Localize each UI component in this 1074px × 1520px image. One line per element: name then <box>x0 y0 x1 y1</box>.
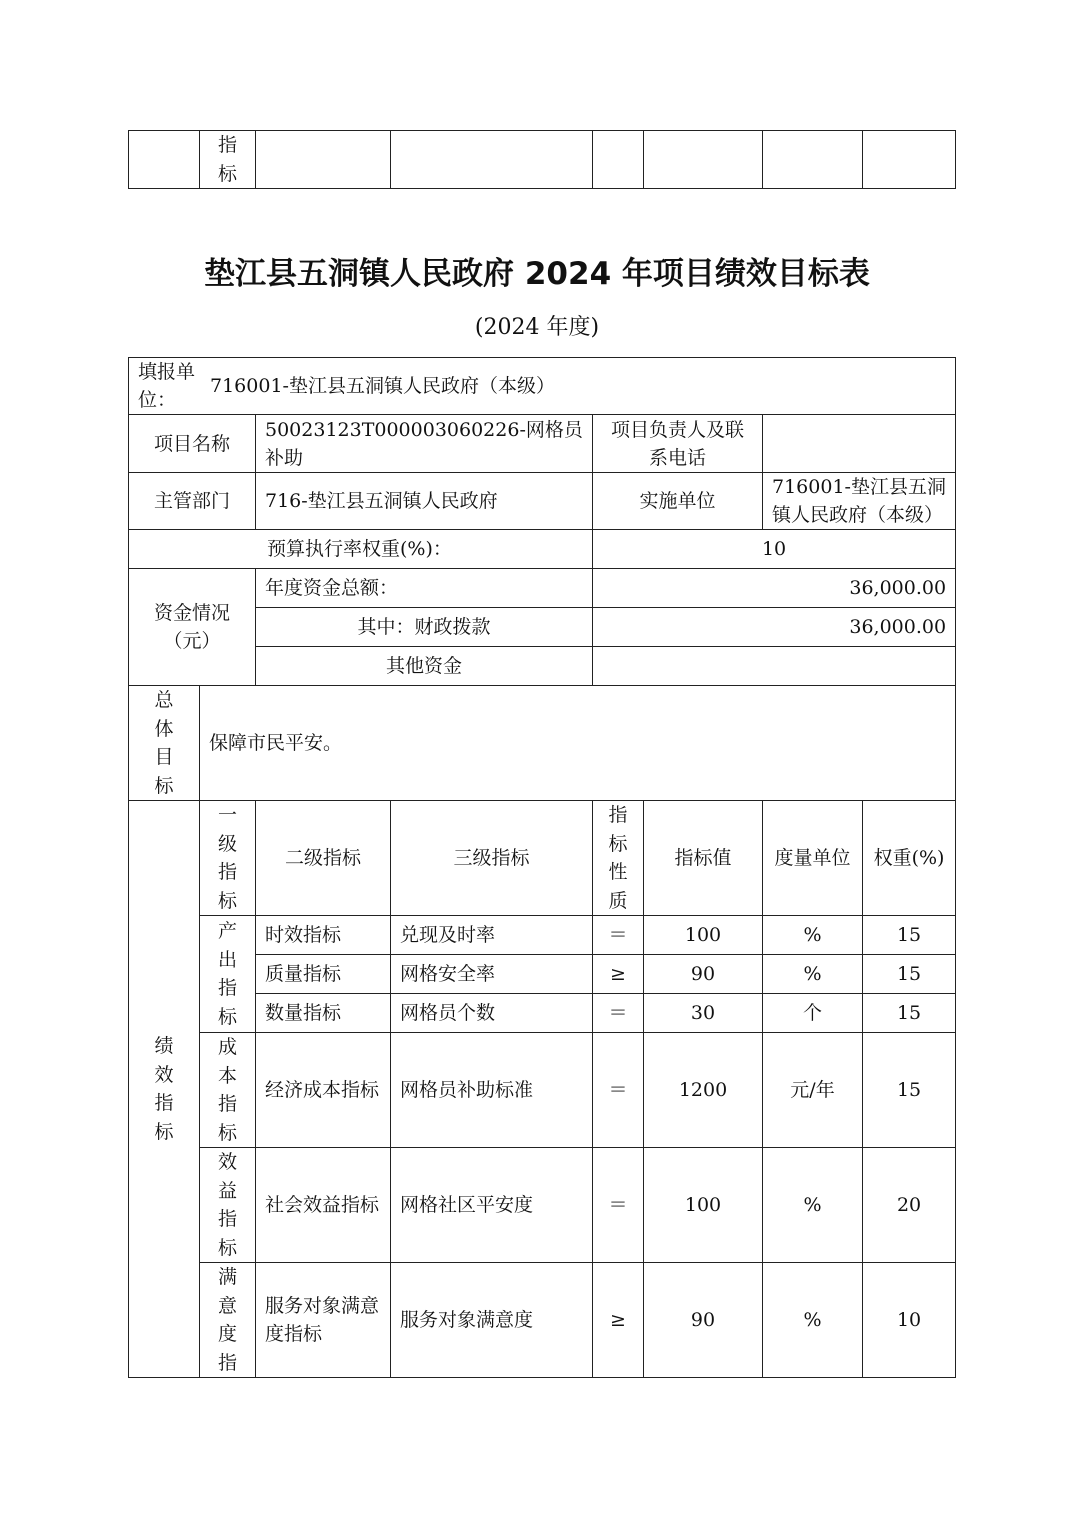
char: 目 <box>154 746 174 768</box>
performance-target-table <box>128 357 956 1378</box>
funds-fiscal-value: 36,000.00 <box>593 608 956 647</box>
header-weight: 权重(%) <box>863 801 956 916</box>
weight-cell: 15 <box>863 955 956 994</box>
funds-other-value <box>593 647 956 686</box>
nature-cell: ＝ <box>593 916 644 955</box>
char: 成 <box>217 1036 237 1058</box>
page-subtitle: (2024 年度) <box>474 315 600 340</box>
level1-satisfaction <box>200 1263 256 1378</box>
unit-cell: 元/年 <box>763 1033 863 1148</box>
value-cell: 90 <box>644 1263 763 1378</box>
weight-cell: 10 <box>863 1263 956 1378</box>
header-level3: 三级指标 <box>391 801 593 916</box>
level3-cell: 兑现及时率 <box>391 916 593 955</box>
leader-label: 项目负责人及联系电话 <box>593 415 763 473</box>
value-cell: 90 <box>644 955 763 994</box>
value-cell: 100 <box>644 916 763 955</box>
char: 指 <box>217 1093 237 1115</box>
char: 总 <box>154 689 174 711</box>
char: 本 <box>217 1064 237 1087</box>
unit-value: 716001-垫江县五洞镇人民政府（本级） <box>210 375 555 397</box>
nature-cell: ≥ <box>593 1263 644 1378</box>
table-row <box>129 1033 956 1148</box>
dept-label: 主管部门 <box>129 473 256 530</box>
char: 效 <box>217 1151 237 1173</box>
char: 标 <box>608 832 628 855</box>
level2-cell: 质量指标 <box>256 955 391 994</box>
char: 体 <box>154 717 174 740</box>
nature-cell: ＝ <box>593 1148 644 1263</box>
level2-cell: 时效指标 <box>256 916 391 955</box>
funds-other-label: 其他资金 <box>256 647 593 686</box>
char: 满 <box>217 1266 237 1288</box>
level2-cell: 数量指标 <box>256 994 391 1033</box>
weight-cell: 15 <box>863 994 956 1033</box>
project-name-value: 50023123T000003060226-网格员补助 <box>256 415 593 473</box>
char: 指 <box>217 977 237 999</box>
fragment-cell <box>129 131 200 189</box>
unit-label: 填报单位： <box>138 361 196 411</box>
char: 效 <box>154 1063 174 1086</box>
level1-output <box>200 916 256 1033</box>
funds-label: 资金情况（元） <box>129 569 256 686</box>
fragment-cell <box>763 131 863 189</box>
char: 出 <box>217 948 237 971</box>
table-row <box>129 1148 956 1263</box>
performance-indicator-label <box>129 801 200 1378</box>
char: 指 <box>217 1351 237 1374</box>
funds-total-label: 年度资金总额： <box>256 569 593 608</box>
level3-cell: 网格员补助标准 <box>391 1033 593 1148</box>
budget-rate-label: 预算执行率权重(%)： <box>129 530 593 569</box>
impl-unit-label: 实施单位 <box>593 473 763 530</box>
header-value: 指标值 <box>644 801 763 916</box>
nature-cell: ＝ <box>593 994 644 1033</box>
header-nature <box>593 801 644 916</box>
char: 产 <box>217 920 237 942</box>
header-level1 <box>200 801 256 916</box>
unit-row <box>129 358 956 415</box>
char: 意 <box>217 1294 237 1317</box>
level3-cell: 网格安全率 <box>391 955 593 994</box>
char: 标 <box>154 1120 174 1143</box>
fragment-cell <box>593 131 644 189</box>
char: 一 <box>217 804 237 826</box>
unit-cell: % <box>763 1148 863 1263</box>
level2-cell: 社会效益指标 <box>256 1148 391 1263</box>
unit-cell: % <box>763 955 863 994</box>
funds-total-value: 36,000.00 <box>593 569 956 608</box>
level1-benefit <box>200 1148 256 1263</box>
fragment-cell <box>391 131 593 189</box>
impl-unit-value: 716001-垫江县五洞镇人民政府（本级） <box>763 473 956 530</box>
char: 指 <box>217 861 237 883</box>
dept-value: 716-垫江县五洞镇人民政府 <box>256 473 593 530</box>
char: 益 <box>217 1179 237 1202</box>
overall-goal-label <box>129 686 200 801</box>
level2-cell: 经济成本指标 <box>256 1033 391 1148</box>
char: 标 <box>217 1005 237 1028</box>
unit-cell: % <box>763 1263 863 1378</box>
level3-cell: 服务对象满意度 <box>391 1263 593 1378</box>
char: 性 <box>608 861 628 883</box>
unit-cell: % <box>763 916 863 955</box>
value-cell: 30 <box>644 994 763 1033</box>
funds-fiscal-label: 其中：财政拨款 <box>256 608 593 647</box>
fragment-cell <box>644 131 763 189</box>
overall-goal-value: 保障市民平安。 <box>200 686 956 801</box>
fragment-cell <box>256 131 391 189</box>
weight-cell: 20 <box>863 1148 956 1263</box>
char: 标 <box>217 162 237 185</box>
char: 标 <box>217 889 237 912</box>
header-unit: 度量单位 <box>763 801 863 916</box>
char: 级 <box>217 832 237 855</box>
nature-cell: ≥ <box>593 955 644 994</box>
leader-value <box>763 415 956 473</box>
char: 度 <box>217 1323 237 1345</box>
char: 标 <box>217 1236 237 1259</box>
char: 绩 <box>154 1035 174 1057</box>
table-row <box>129 916 956 955</box>
char: 质 <box>608 889 628 912</box>
char: 指 <box>217 134 237 156</box>
fragment-cell <box>863 131 956 189</box>
char: 标 <box>154 774 174 797</box>
char: 指 <box>217 1208 237 1230</box>
page-title: 垫江县五洞镇人民政府 2024 年项目绩效目标表 <box>204 256 870 292</box>
value-cell: 100 <box>644 1148 763 1263</box>
header-level2: 二级指标 <box>256 801 391 916</box>
previous-table-fragment <box>128 130 956 189</box>
weight-cell: 15 <box>863 916 956 955</box>
char: 标 <box>217 1121 237 1144</box>
project-name-label: 项目名称 <box>129 415 256 473</box>
unit-cell: 个 <box>763 994 863 1033</box>
value-cell: 1200 <box>644 1033 763 1148</box>
char: 指 <box>154 1092 174 1114</box>
table-row <box>129 1263 956 1378</box>
level1-cost <box>200 1033 256 1148</box>
budget-rate-value: 10 <box>593 530 956 569</box>
weight-cell: 15 <box>863 1033 956 1148</box>
level3-cell: 网格员个数 <box>391 994 593 1033</box>
level2-cell: 服务对象满意度指标 <box>256 1263 391 1378</box>
fragment-indicator-label <box>200 131 256 189</box>
nature-cell: ＝ <box>593 1033 644 1148</box>
char: 指 <box>608 804 628 826</box>
level3-cell: 网格社区平安度 <box>391 1148 593 1263</box>
